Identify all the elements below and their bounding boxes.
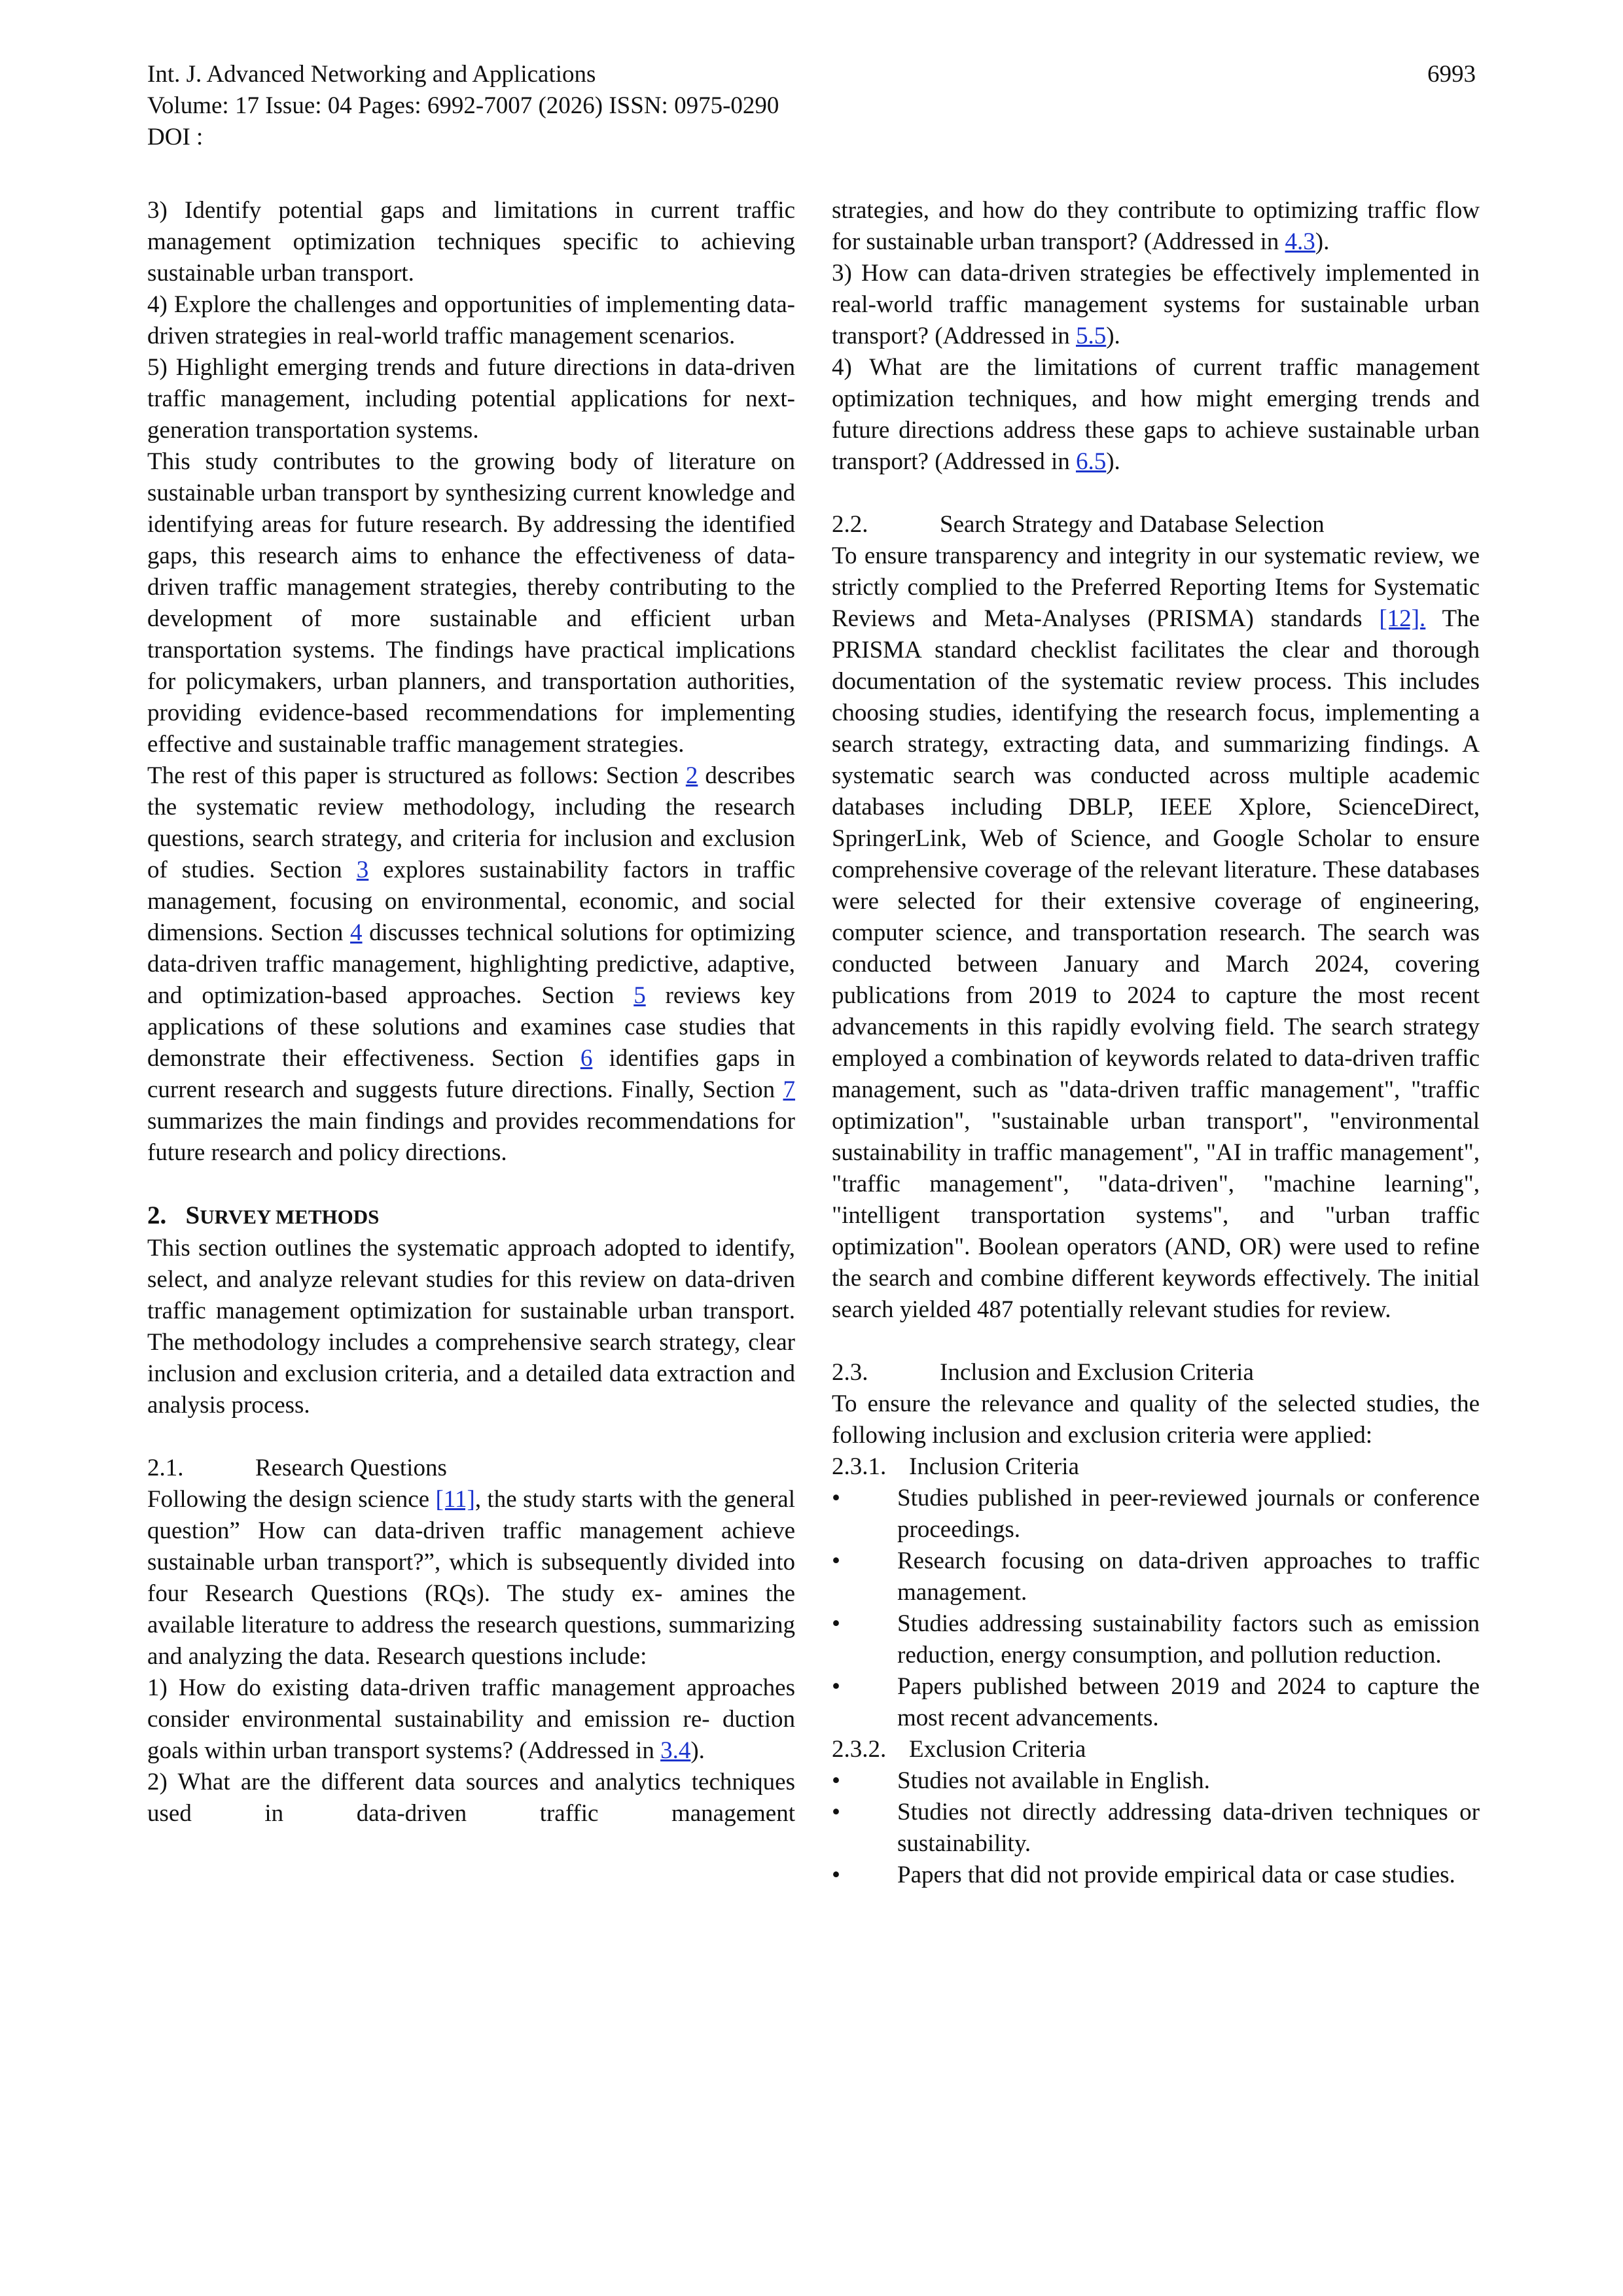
inclusion-list bbox=[832, 1483, 1480, 1734]
research-question-2-end bbox=[832, 195, 1480, 258]
citation-link[interactable]: [12]. bbox=[1379, 605, 1426, 632]
structure-text: identifies gaps in current research and suggests future directions. Finally, Section bbox=[147, 1045, 795, 1103]
paragraph-text: ). bbox=[690, 1737, 705, 1764]
list-item bbox=[832, 1608, 1480, 1671]
subsection-title: Inclusion and Exclusion Criteria bbox=[940, 1359, 1254, 1386]
inclusion-criteria-heading bbox=[832, 1451, 1480, 1483]
bullet-icon: • bbox=[832, 1610, 840, 1637]
section-link[interactable]: 2 bbox=[685, 762, 698, 789]
right-column bbox=[832, 195, 1480, 1891]
paragraph-text: ). bbox=[1315, 228, 1330, 255]
running-header bbox=[147, 59, 1476, 153]
section-link[interactable]: 5 bbox=[633, 982, 646, 1009]
spacer bbox=[832, 478, 1480, 509]
contribution-paragraph: This study contributes to the growing body of literature on sustainable urban transport by synthesizing current knowledge and identifying areas for future research. By addressing the identified gaps, this research aims to enhance the effectiveness of data-driven traffic management strategies, thereby contributing to the development of more sustainable and efficient urban transportation systems. The findings have practical implications for policymakers, urban planners, and transportation authorities, providing evidence-based recommendations for implementing effective and sustainable traffic management strategies. bbox=[147, 448, 795, 758]
subsubsection-number: 2.3.2. bbox=[832, 1736, 887, 1763]
search-strategy-paragraph bbox=[832, 540, 1480, 1326]
section-link[interactable]: 6.5 bbox=[1075, 448, 1107, 475]
list-item-text: Studies addressing sustainability factors such as emission reduction, energy consumption, and pollution reduction. bbox=[897, 1610, 1480, 1669]
research-question-2-start: 2) What are the different data sources and analytics techniques used in data-driven traffic management bbox=[147, 1769, 795, 1827]
section-number: 2. bbox=[147, 1201, 167, 1229]
section-link[interactable]: 5.5 bbox=[1075, 323, 1107, 349]
structure-text: explores sustainability factors in traffic management, focusing on environmental, economic, and social dimensions. Section bbox=[147, 857, 795, 946]
spacer bbox=[147, 1421, 795, 1453]
subsubsection-number: 2.3.1. bbox=[832, 1453, 887, 1480]
citation-link[interactable]: [11] bbox=[435, 1486, 475, 1513]
structure-text: The rest of this paper is structured as follows: Section bbox=[147, 762, 686, 789]
list-item bbox=[832, 1483, 1480, 1545]
subsection-title: Research Questions bbox=[255, 1455, 447, 1481]
list-item bbox=[832, 1797, 1480, 1860]
list-item-text: Papers that did not provide empirical data or case studies. bbox=[897, 1862, 1455, 1888]
research-question-3 bbox=[832, 258, 1480, 352]
subsection-number: 2.3. bbox=[832, 1359, 868, 1386]
subsection-title: Search Strategy and Database Selection bbox=[940, 511, 1325, 538]
paragraph-text: Following the design science bbox=[147, 1486, 436, 1513]
section-title-rest: URVEY METHODS bbox=[200, 1205, 380, 1228]
list-item bbox=[832, 1860, 1480, 1891]
research-question-4 bbox=[832, 352, 1480, 478]
list-item-text: Papers published between 2019 and 2024 to capture the most recent advancements. bbox=[897, 1673, 1480, 1731]
bullet-icon: • bbox=[832, 1547, 840, 1574]
bullet-icon: • bbox=[832, 1485, 840, 1511]
subsection-number: 2.2. bbox=[832, 511, 868, 538]
section-link[interactable]: 4.3 bbox=[1285, 228, 1315, 255]
exclusion-list bbox=[832, 1765, 1480, 1891]
list-item-text: Research focusing on data-driven approaches to traffic management. bbox=[897, 1547, 1480, 1606]
list-item bbox=[832, 1545, 1480, 1608]
paragraph-text: 1) How do existing data-driven traffic management approaches consider environmental sustainability and emission re- duction goals within urban transport systems? (Addressed in bbox=[147, 1674, 795, 1764]
research-question-1 bbox=[147, 1672, 795, 1767]
bullet-icon: • bbox=[832, 1673, 840, 1700]
page-number: 6993 bbox=[1427, 61, 1476, 88]
paragraph-text: ). bbox=[1106, 323, 1120, 349]
subsection-2-1-heading bbox=[147, 1453, 795, 1484]
spacer bbox=[832, 1326, 1480, 1357]
list-item-text: Studies published in peer-reviewed journals or conference proceedings. bbox=[897, 1485, 1480, 1543]
criteria-intro: To ensure the relevance and quality of the selected studies, the following inclusion and exclusion criteria were applied: bbox=[832, 1390, 1480, 1449]
structure-text: reviews key applications of these solutions and examines case studies that demonstrate their effectiveness. Section bbox=[147, 982, 795, 1072]
paragraph-text: ). bbox=[1106, 448, 1120, 475]
list-item bbox=[832, 1671, 1480, 1734]
left-column bbox=[147, 195, 795, 1829]
section-link[interactable]: 3.4 bbox=[660, 1737, 691, 1764]
subsubsection-title: Inclusion Criteria bbox=[909, 1453, 1079, 1480]
section-2-heading bbox=[147, 1200, 795, 1233]
spacer bbox=[147, 1169, 795, 1200]
paragraph-text: To ensure transparency and integrity in our systematic review, we strictly complied to the Preferred Reporting Items for Systematic Reviews and Meta-Analyses (PRISMA) standards bbox=[832, 542, 1480, 632]
subsection-2-2-heading bbox=[832, 509, 1480, 540]
exclusion-criteria-heading bbox=[832, 1734, 1480, 1765]
journal-name: Int. J. Advanced Networking and Applications bbox=[147, 61, 596, 88]
section-link[interactable]: 6 bbox=[580, 1045, 593, 1072]
list-item-text: Studies not available in English. bbox=[897, 1767, 1210, 1794]
structure-text: describes the systematic review methodology, including the research questions, search strategy, and criteria for inclusion and exclusion of studies. Section bbox=[147, 762, 795, 883]
paragraph-text: , the study starts with the general question” How can data-driven traffic management achieve sustainable urban transport?”, which is subsequently divided into four Research Questions (RQs). The study ex- amines the available literature to address the research questions, summarizing and analyzing the data. Research questions include: bbox=[147, 1486, 795, 1670]
list-item-text: Studies not directly addressing data-driven techniques or sustainability. bbox=[897, 1799, 1480, 1857]
section-link[interactable]: 7 bbox=[783, 1076, 795, 1103]
subsubsection-title: Exclusion Criteria bbox=[909, 1736, 1086, 1763]
subsection-number: 2.1. bbox=[147, 1455, 184, 1481]
objective-4: 4) Explore the challenges and opportunities of implementing data-driven strategies in real-world traffic management scenarios. bbox=[147, 291, 795, 349]
section-2-intro: This section outlines the systematic approach adopted to identify, select, and analyze relevant studies for this review on data-driven traffic management optimization for sustainable urban transport. The methodology includes a comprehensive search strategy, clear inclusion and exclusion criteria, and a detailed data extraction and analysis process. bbox=[147, 1235, 795, 1419]
list-item bbox=[832, 1765, 1480, 1797]
paragraph-text: 4) What are the limitations of current traffic management optimization techniques, and how might emerging trends and future directions address these gaps to achieve sustainable urban transport? (Addressed in bbox=[832, 354, 1480, 475]
section-link[interactable]: 3 bbox=[356, 857, 369, 883]
paragraph-text: The PRISMA standard checklist facilitates the clear and thorough documentation of the systematic review process. This includes choosing studies, identifying the research focus, implementing a search strategy, extracting data, and summarizing findings. A systematic search was conducted across multiple academic databases including DBLP, IEEE Xplore, ScienceDirect, SpringerLink, Web of Science, and Google Scholar to ensure comprehensive coverage of the relevant literature. These databases were selected for their extensive coverage of engineering, computer science, and transportation research. The search was conducted between January and March 2024, covering publications from 2019 to 2024 to capture the most recent advancements in this rapidly evolving field. The search strategy employed a combination of keywords related to data-driven traffic management, such as "data-driven traffic management", "traffic optimization", "sustainable urban transport", "environmental sustainability in traffic management", "AI in traffic management", "traffic management", "data-driven", "machine learning", "intelligent transportation systems", and "urban traffic optimization". Boolean operators (AND, OR) were used to refine the search and combine different keywords effectively. The initial search yielded 487 potentially relevant studies for review. bbox=[832, 605, 1480, 1323]
structure-paragraph bbox=[147, 760, 795, 1169]
structure-text: discusses technical solutions for optimizing data-driven traffic management, highlighting predictive, adaptive, and optimization-based approaches. Section bbox=[147, 919, 795, 1009]
bullet-icon: • bbox=[832, 1862, 840, 1888]
objective-3: 3) Identify potential gaps and limitations in current traffic management optimization techniques specific to achieving sustainable urban transport. bbox=[147, 197, 795, 287]
bullet-icon: • bbox=[832, 1767, 840, 1794]
objective-5: 5) Highlight emerging trends and future directions in data-driven traffic management, including potential applications for next-generation transportation systems. bbox=[147, 354, 795, 444]
research-questions-paragraph bbox=[147, 1484, 795, 1672]
paragraph-text: 3) How can data-driven strategies be effectively implemented in real-world traffic management systems for sustainable urban transport? (Addressed in bbox=[832, 260, 1480, 349]
paragraph-text: strategies, and how do they contribute to optimizing traffic flow for sustainable urban transport? (Addressed in bbox=[832, 197, 1480, 255]
structure-text: summarizes the main findings and provides recommendations for future research and policy directions. bbox=[147, 1108, 795, 1166]
volume-info: Volume: 17 Issue: 04 Pages: 6992-7007 (2026) ISSN: 0975-0290 bbox=[147, 92, 779, 119]
section-link[interactable]: 4 bbox=[350, 919, 363, 946]
doi-line: DOI : bbox=[147, 124, 204, 150]
subsection-2-3-heading bbox=[832, 1357, 1480, 1388]
section-title-initial: S bbox=[185, 1201, 200, 1229]
bullet-icon: • bbox=[832, 1799, 840, 1826]
